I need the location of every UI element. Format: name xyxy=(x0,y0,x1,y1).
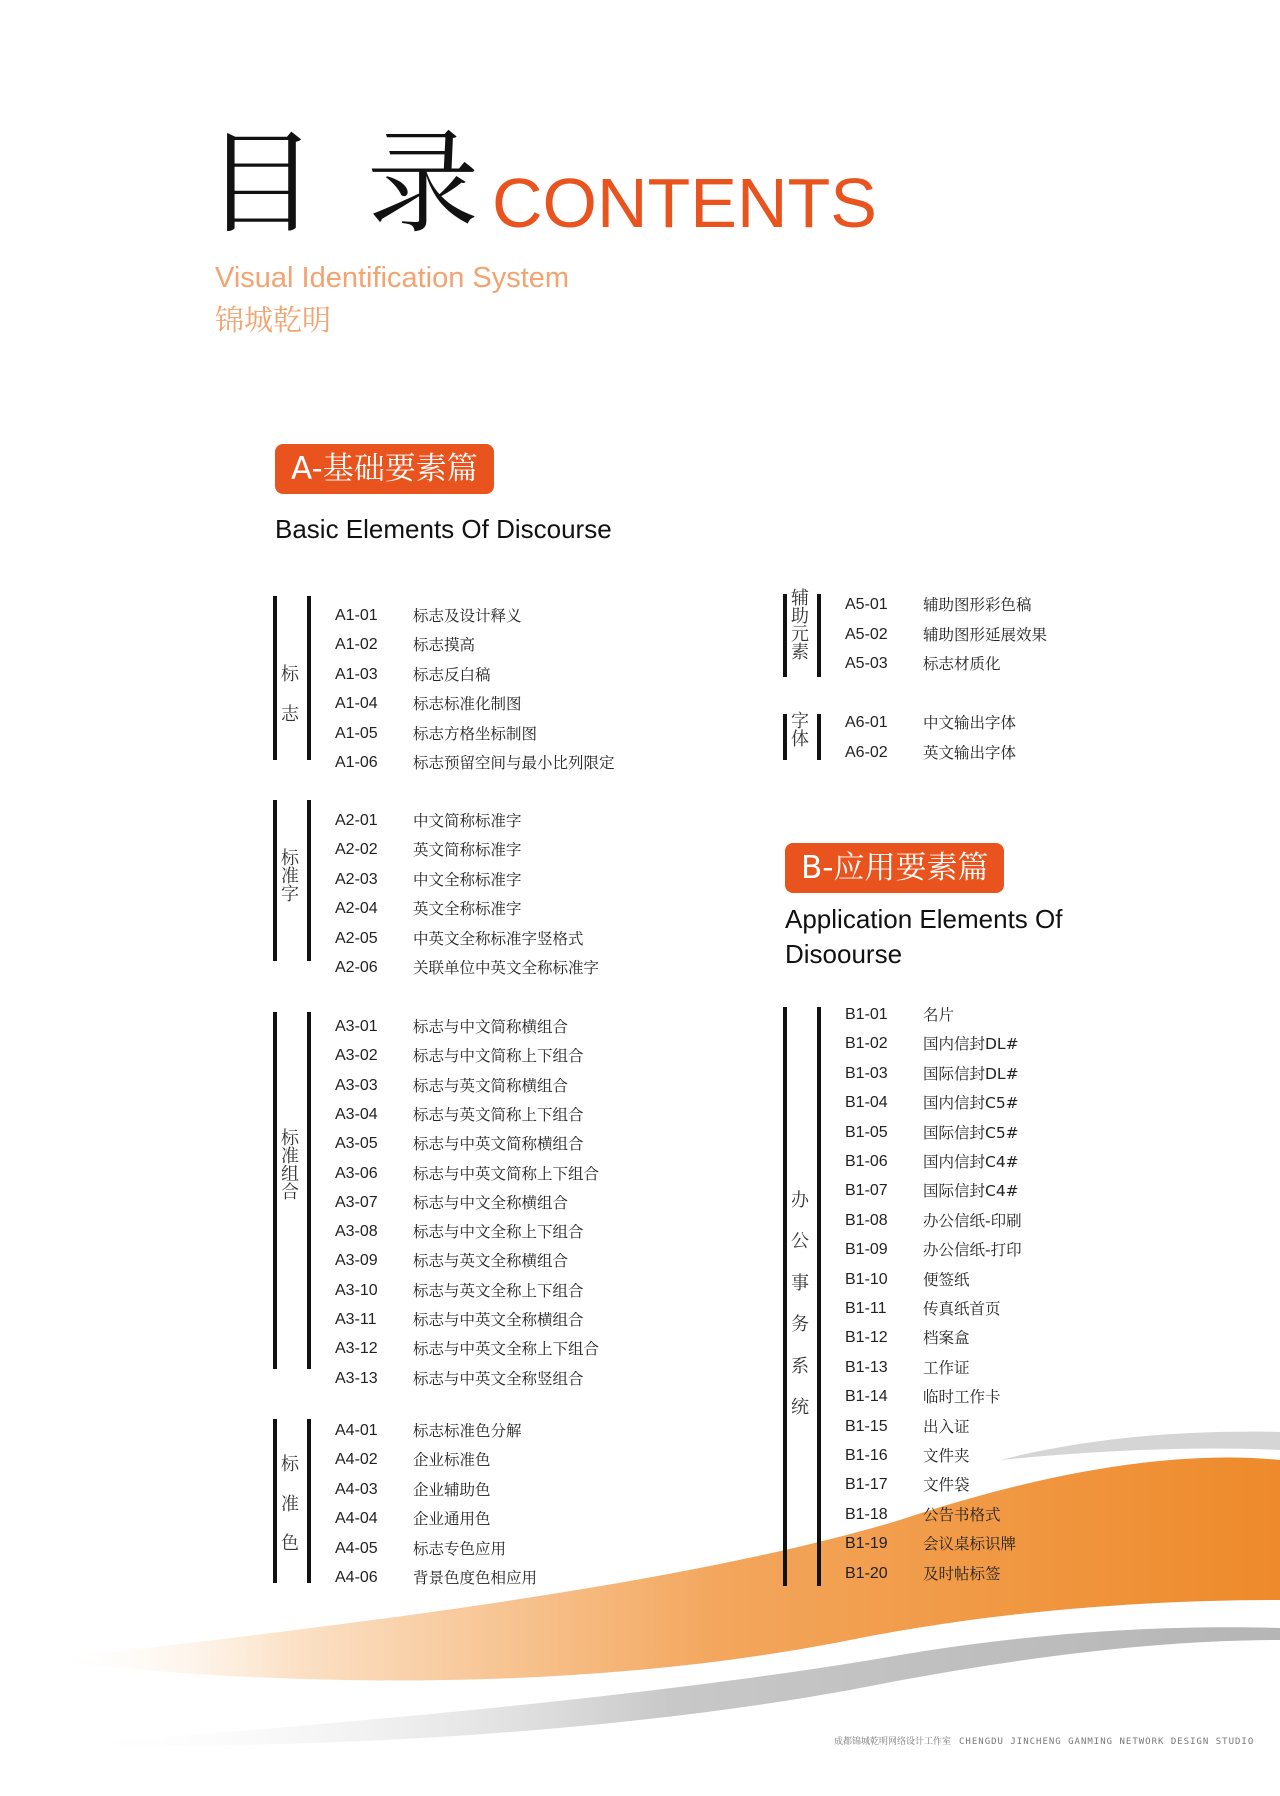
toc-item-title: 标志与英文简称上下组合 xyxy=(413,1105,584,1124)
toc-item-title: 标志方格坐标制图 xyxy=(413,724,538,743)
toc-item-code: A3-02 xyxy=(335,1047,378,1065)
toc-item[interactable] xyxy=(335,1479,675,1501)
footer-en: CHENGDU JINCHENG GANMING NETWORK DESIGN STUDIO xyxy=(959,1737,1255,1747)
toc-item-code: A3-07 xyxy=(335,1193,378,1211)
toc-item[interactable] xyxy=(335,693,675,715)
toc-item[interactable] xyxy=(335,1420,675,1442)
toc-item-title: 标志与英文全称横组合 xyxy=(413,1252,569,1271)
group-bar-left xyxy=(273,596,277,760)
toc-item-title: 国内信封C4# xyxy=(923,1153,1019,1171)
toc-item-title: 标志与中英文简称上下组合 xyxy=(413,1164,600,1183)
toc-item-code: B1-03 xyxy=(845,1064,888,1082)
group-bar-left xyxy=(783,714,787,760)
toc-item[interactable] xyxy=(335,634,675,656)
toc-item-code: B1-08 xyxy=(845,1211,888,1229)
toc-item[interactable] xyxy=(335,957,675,979)
section-a-badge: A-基础要素篇 xyxy=(275,444,494,494)
toc-item[interactable] xyxy=(845,1269,1185,1291)
toc-item[interactable] xyxy=(335,869,675,891)
toc-item[interactable] xyxy=(845,1327,1185,1349)
toc-item[interactable] xyxy=(335,1016,675,1038)
toc-item-title: 标志与英文全称上下组合 xyxy=(413,1281,584,1300)
toc-item-title: 中文全称标准字 xyxy=(413,870,522,889)
toc-item-code: B1-06 xyxy=(845,1153,888,1170)
toc-item-title: 标志与中英文全称横组合 xyxy=(413,1311,584,1329)
toc-item-title: 辅助图形延展效果 xyxy=(923,625,1048,644)
toc-item[interactable] xyxy=(845,653,1185,675)
toc-item[interactable] xyxy=(335,1163,675,1185)
toc-item-code: A3-04 xyxy=(335,1105,378,1123)
toc-item[interactable] xyxy=(335,1075,675,1097)
toc-item-title: 国际信封C5# xyxy=(923,1123,1019,1142)
toc-item-title: 便签纸 xyxy=(923,1270,970,1289)
toc-item-code: B1-16 xyxy=(845,1447,888,1464)
toc-item-code: A1-06 xyxy=(335,754,378,771)
toc-item[interactable] xyxy=(335,1250,675,1272)
toc-item[interactable] xyxy=(335,1567,675,1589)
toc-item[interactable] xyxy=(335,1133,675,1155)
toc-item-title: 国内信封DL# xyxy=(923,1035,1019,1054)
toc-item[interactable] xyxy=(845,1563,1185,1585)
toc-item-code: A4-03 xyxy=(335,1480,378,1498)
toc-item-code: A3-03 xyxy=(335,1076,378,1094)
section-a-title: Basic Elements Of Discourse xyxy=(275,514,612,544)
toc-item[interactable] xyxy=(845,1210,1185,1232)
toc-item-title: 英文简称标准字 xyxy=(413,841,522,860)
toc-item-code: B1-01 xyxy=(845,1006,888,1023)
toc-item-title: 工作证 xyxy=(923,1358,970,1377)
toc-item-title: 档案盒 xyxy=(923,1329,970,1348)
section-b-title-line2: Disoourse xyxy=(785,939,903,969)
toc-item-code: A4-01 xyxy=(335,1422,378,1439)
toc-item-title: 中文输出字体 xyxy=(923,714,1017,732)
toc-item-code: A5-01 xyxy=(845,596,888,613)
toc-item-code: A2-02 xyxy=(335,841,378,859)
toc-item-title: 出入证 xyxy=(923,1417,970,1436)
toc-item-code: A1-03 xyxy=(335,665,378,683)
toc-item[interactable] xyxy=(845,1533,1185,1555)
toc-item[interactable] xyxy=(845,1122,1185,1144)
toc-item-title: 标志专色应用 xyxy=(413,1539,507,1558)
toc-item-code: A3-05 xyxy=(335,1135,378,1153)
toc-item-title: 标志标准化制图 xyxy=(413,695,522,714)
page-title-cn: 目录 xyxy=(205,119,529,249)
toc-item-title: 标志与中文简称上下组合 xyxy=(413,1047,584,1066)
toc-item[interactable] xyxy=(845,1357,1185,1379)
toc-item-code: A2-04 xyxy=(335,900,378,918)
toc-item-code: A1-05 xyxy=(335,724,378,742)
toc-item[interactable] xyxy=(845,1504,1185,1526)
toc-item-title: 标志与中英文全称上下组合 xyxy=(413,1340,600,1359)
section-b-badge: B-应用要素篇 xyxy=(785,843,1004,893)
toc-item[interactable] xyxy=(335,1309,675,1331)
toc-item-title: 标志与中英文全称竖组合 xyxy=(413,1369,584,1388)
toc-item-title: 国际信封DL# xyxy=(923,1064,1019,1083)
toc-item[interactable] xyxy=(845,1033,1185,1055)
toc-item-code: A3-06 xyxy=(335,1164,378,1182)
toc-item-code: B1-12 xyxy=(845,1329,888,1347)
toc-item-code: A5-03 xyxy=(845,655,888,673)
toc-item-code: B1-13 xyxy=(845,1358,888,1376)
toc-item-code: B1-05 xyxy=(845,1123,888,1141)
group-bar-right xyxy=(307,800,311,961)
toc-item-title: 中英文全称标准字竖格式 xyxy=(413,929,584,948)
toc-item-title: 背景色度色相应用 xyxy=(413,1569,538,1587)
group-bar-right xyxy=(307,1419,311,1583)
group-label: 办公事务系统 xyxy=(791,1190,809,1419)
toc-item-code: B1-11 xyxy=(845,1300,887,1317)
toc-item[interactable] xyxy=(335,1368,675,1390)
toc-item-title: 企业辅助色 xyxy=(413,1480,491,1499)
group-bar-left xyxy=(273,1419,277,1583)
toc-item[interactable] xyxy=(335,723,675,745)
footer xyxy=(834,1734,1254,1747)
toc-item-title: 及时帖标签 xyxy=(923,1564,1001,1583)
toc-item-code: A3-12 xyxy=(335,1340,378,1358)
subtitle-en: Visual Identification System xyxy=(215,262,570,294)
toc-item[interactable] xyxy=(845,1239,1185,1261)
toc-item-code: B1-15 xyxy=(845,1417,888,1435)
toc-item-title: 公告书格式 xyxy=(923,1505,1001,1524)
toc-item[interactable] xyxy=(845,594,1185,616)
toc-item-code: A2-06 xyxy=(335,959,378,976)
group-bar-right xyxy=(817,594,821,677)
toc-item-code: A6-02 xyxy=(845,743,888,761)
toc-item-title: 英文输出字体 xyxy=(923,743,1017,762)
toc-item-code: A3-08 xyxy=(335,1223,378,1241)
toc-item[interactable] xyxy=(335,1508,675,1530)
toc-group xyxy=(273,1012,693,1388)
toc-item[interactable] xyxy=(845,1416,1185,1438)
toc-item-title: 国内信封C5# xyxy=(923,1094,1019,1113)
toc-item[interactable] xyxy=(845,624,1185,646)
toc-item-title: 办公信纸-印刷 xyxy=(923,1211,1022,1230)
toc-item[interactable] xyxy=(845,1445,1185,1467)
toc-item[interactable] xyxy=(335,1538,675,1560)
group-bar-left xyxy=(273,800,277,961)
group-label: 标准色 xyxy=(281,1454,299,1555)
toc-item-code: A3-13 xyxy=(335,1369,378,1387)
toc-item[interactable] xyxy=(845,1298,1185,1320)
toc-item-title: 标志预留空间与最小比列限定 xyxy=(413,754,615,772)
toc-item-title: 标志材质化 xyxy=(923,655,1001,674)
toc-item[interactable] xyxy=(845,712,1185,734)
toc-item[interactable] xyxy=(335,605,675,627)
toc-item-code: A2-03 xyxy=(335,870,378,888)
toc-item-code: B1-18 xyxy=(845,1505,888,1523)
toc-item[interactable] xyxy=(845,1092,1185,1114)
toc-item-code: A6-01 xyxy=(845,714,888,731)
toc-group xyxy=(783,711,1203,762)
toc-item-code: B1-14 xyxy=(845,1388,888,1406)
toc-item-code: A3-11 xyxy=(335,1311,377,1328)
toc-item-code: B1-17 xyxy=(845,1476,888,1494)
toc-item[interactable] xyxy=(335,1449,675,1471)
group-bar-left xyxy=(783,594,787,677)
group-bar-left xyxy=(273,1012,277,1369)
toc-item-title: 标志与中文简称横组合 xyxy=(413,1018,569,1036)
toc-item-code: A1-01 xyxy=(335,607,378,624)
toc-item[interactable] xyxy=(335,839,675,861)
toc-group xyxy=(273,800,693,977)
group-bar-right xyxy=(307,596,311,760)
toc-group xyxy=(783,588,1203,677)
toc-item-code: A3-10 xyxy=(335,1281,378,1299)
toc-item[interactable] xyxy=(845,1180,1185,1202)
toc-item[interactable] xyxy=(335,1045,675,1067)
footer-cn: 成都锦城乾明网络设计工作室 xyxy=(834,1737,952,1747)
toc-item-title: 办公信纸-打印 xyxy=(923,1241,1022,1260)
toc-item[interactable] xyxy=(335,664,675,686)
toc-item[interactable] xyxy=(335,1280,675,1302)
group-bar-right xyxy=(307,1012,311,1369)
toc-item-title: 企业标准色 xyxy=(413,1451,491,1470)
toc-group xyxy=(273,596,693,772)
toc-item-code: B1-20 xyxy=(845,1564,888,1582)
toc-item[interactable] xyxy=(845,1151,1185,1173)
toc-item[interactable] xyxy=(335,1104,675,1126)
toc-item-code: A5-02 xyxy=(845,625,888,643)
toc-item-title: 会议桌标识牌 xyxy=(923,1535,1017,1554)
toc-item-code: A4-05 xyxy=(335,1539,378,1557)
toc-group xyxy=(273,1419,693,1587)
toc-item[interactable] xyxy=(335,898,675,920)
subtitle-cn: 锦城乾明 xyxy=(215,303,332,337)
toc-item[interactable] xyxy=(845,1063,1185,1085)
toc-item-code: B1-07 xyxy=(845,1182,888,1200)
toc-item-title: 标志及设计释义 xyxy=(413,607,522,625)
toc-item-code: A4-02 xyxy=(335,1451,378,1469)
toc-item-title: 国际信封C4# xyxy=(923,1182,1019,1201)
toc-item[interactable] xyxy=(335,810,675,832)
group-label: 标准字 xyxy=(281,848,299,905)
toc-item-title: 临时工作卡 xyxy=(923,1388,1001,1407)
group-label: 字体 xyxy=(791,711,809,750)
group-label: 辅助元素 xyxy=(791,588,809,663)
toc-item-code: A4-06 xyxy=(335,1569,378,1586)
group-label: 标志 xyxy=(281,664,299,725)
toc-item[interactable] xyxy=(335,1221,675,1243)
toc-item-code: B1-04 xyxy=(845,1094,888,1112)
toc-item[interactable] xyxy=(845,742,1185,764)
toc-item-title: 标志反白稿 xyxy=(413,665,491,684)
toc-item-code: A1-02 xyxy=(335,636,378,654)
toc-item-title: 标志与英文简称横组合 xyxy=(413,1076,569,1095)
group-bar-right xyxy=(817,714,821,760)
toc-item-title: 标志与中文全称上下组合 xyxy=(413,1223,584,1242)
toc-item-title: 标志摸高 xyxy=(413,636,476,655)
toc-item[interactable] xyxy=(845,1004,1185,1026)
toc-item-title: 辅助图形彩色稿 xyxy=(923,596,1032,614)
toc-item-title: 名片 xyxy=(923,1006,955,1024)
toc-item-code: A2-05 xyxy=(335,929,378,947)
group-bar-left xyxy=(783,1007,787,1586)
toc-item-code: B1-19 xyxy=(845,1535,888,1553)
toc-item-code: A1-04 xyxy=(335,695,378,713)
toc-item-title: 标志标准色分解 xyxy=(413,1422,522,1440)
toc-item-title: 标志与中文全称横组合 xyxy=(413,1193,569,1212)
toc-item-code: B1-10 xyxy=(845,1270,888,1288)
toc-group xyxy=(783,1007,1203,1586)
section-b-title-line1: Application Elements Of xyxy=(785,904,1063,934)
toc-item-title: 传真纸首页 xyxy=(923,1300,1001,1318)
toc-item[interactable] xyxy=(335,1338,675,1360)
toc-item[interactable] xyxy=(335,752,675,774)
toc-item-code: B1-02 xyxy=(845,1035,888,1053)
group-bar-right xyxy=(817,1007,821,1586)
toc-item-title: 中文简称标准字 xyxy=(413,812,522,830)
toc-item-code: A3-01 xyxy=(335,1018,378,1035)
toc-item-code: A3-09 xyxy=(335,1252,378,1270)
toc-item-title: 企业通用色 xyxy=(413,1510,491,1529)
toc-item-code: A4-04 xyxy=(335,1510,378,1528)
toc-item-title: 文件袋 xyxy=(923,1476,970,1495)
toc-item[interactable] xyxy=(335,928,675,950)
toc-item-title: 英文全称标准字 xyxy=(413,900,522,919)
toc-item[interactable] xyxy=(335,1192,675,1214)
toc-item-title: 标志与中英文简称横组合 xyxy=(413,1135,584,1154)
toc-item-code: A2-01 xyxy=(335,812,378,829)
group-label: 标准组合 xyxy=(281,1128,299,1203)
toc-item-code: B1-09 xyxy=(845,1241,888,1259)
toc-item-title: 关联单位中英文全称标准字 xyxy=(413,959,600,977)
page-title-en: CONTENTS xyxy=(492,164,877,242)
toc-item-title: 文件夹 xyxy=(923,1447,970,1465)
toc-item[interactable] xyxy=(845,1386,1185,1408)
toc-item[interactable] xyxy=(845,1474,1185,1496)
